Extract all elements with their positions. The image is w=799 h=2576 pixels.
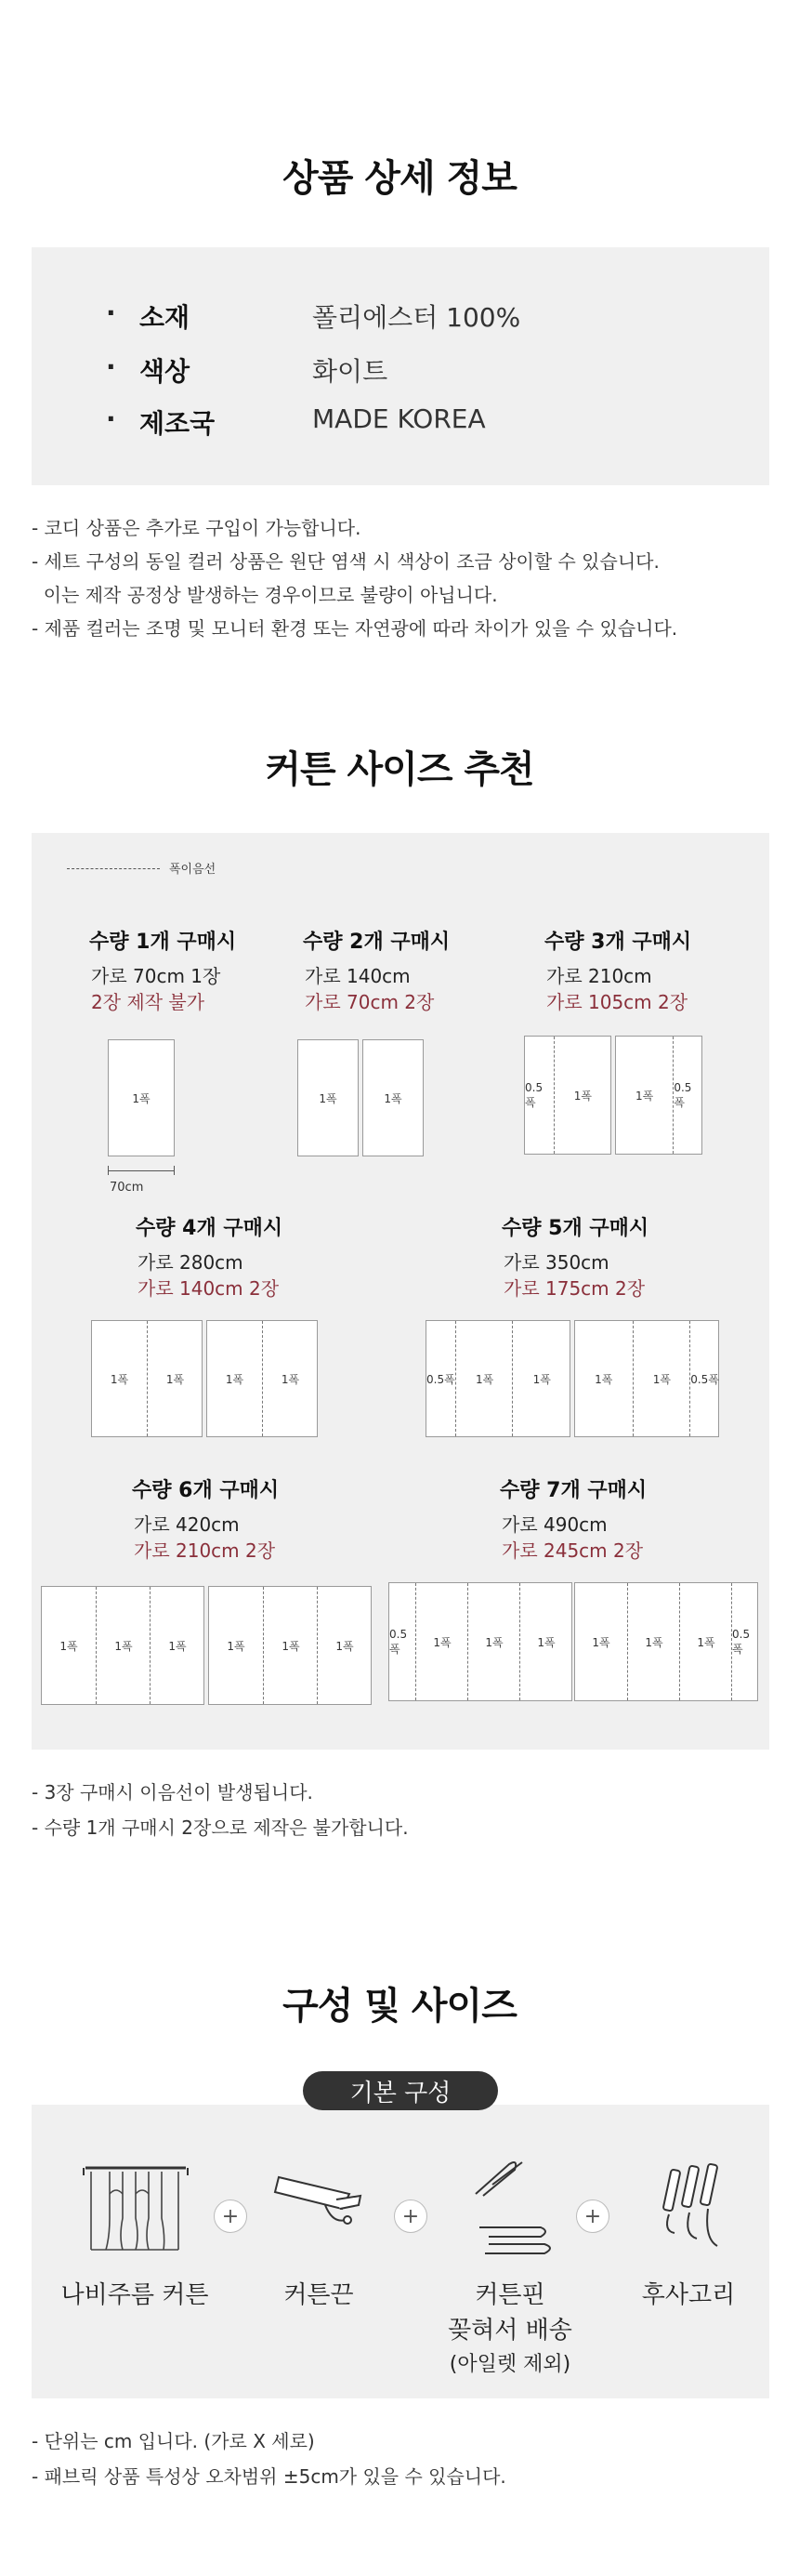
panel-width-label: 1폭 [633, 1321, 691, 1436]
curtain-panel [524, 1036, 611, 1155]
basic-composition-badge: 기본 구성 [303, 2071, 498, 2110]
curtain-panel [426, 1320, 570, 1437]
curtain-tie-icon [271, 2168, 366, 2239]
panel-width-label: 1폭 [110, 1372, 129, 1386]
panel-width-label: 1폭 [512, 1321, 570, 1436]
plus-icon: + [394, 2200, 427, 2233]
item-label-curtain: 나비주름 커튼 [60, 2281, 209, 2309]
panel-width-label: 1폭 [415, 1583, 468, 1700]
panel-width-label: 1폭 [262, 1321, 318, 1436]
panel-width-label: 1폭 [679, 1583, 732, 1700]
seam-legend-label: 폭이음선 [169, 863, 216, 877]
curtain-panel [574, 1320, 719, 1437]
detail-note: - 코디 상품은 추가로 구입이 가능합니다. [32, 517, 361, 539]
composition-box [32, 2105, 769, 2398]
buy-option-width: 가로 140cm [305, 965, 411, 987]
panel-width-label: 0.5폭 [731, 1583, 758, 1700]
buy-option-panel-note: 2장 제작 불가 [91, 991, 205, 1013]
panel-width-label: 1폭 [59, 1639, 78, 1653]
buy-option-panel-note: 가로 245cm 2장 [502, 1539, 644, 1562]
composition-note: - 패브릭 상품 특성상 오차범위 ±5cm가 있을 수 있습니다. [32, 2465, 506, 2488]
curtain-icon [82, 2162, 190, 2253]
detail-note: - 제품 컬러는 조명 및 모니터 환경 또는 자연광에 따라 차이가 있을 수 있습니다. [32, 617, 678, 640]
panel-width-label: 1폭 [147, 1321, 203, 1436]
spec-value: MADE KOREA [312, 403, 486, 434]
buy-option-width: 가로 70cm 1장 [91, 965, 221, 987]
curtain-panel [388, 1582, 572, 1701]
plus-icon: + [576, 2200, 609, 2233]
panel-width-label: 1폭 [519, 1583, 572, 1700]
spec-label: 제조국 [139, 408, 216, 439]
item-label-tie: 커튼끈 [283, 2281, 354, 2309]
buy-option-width: 가로 490cm [502, 1513, 608, 1536]
curtain-pin-icon [466, 2157, 559, 2259]
panel-width-label: 1폭 [263, 1587, 318, 1704]
panel-width-label: 1폭 [627, 1583, 680, 1700]
buy-option-title: 수량 2개 구매시 [303, 931, 451, 954]
curtain-panel [208, 1586, 372, 1705]
panel-width-label: 0.5폭 [389, 1627, 408, 1656]
panel-width-label: 1폭 [455, 1321, 514, 1436]
composition-title: 구성 및 사이즈 [282, 1985, 517, 2028]
spec-box: · 소재 폴리에스터 100% · 색상 화이트 · 제조국 MADE KOREA [32, 247, 769, 485]
dimension-label: 70cm [110, 1181, 144, 1195]
item-label-pin-sub: 꽂혀서 배송 [448, 2317, 572, 2345]
panel-width-label: 0.5폭 [673, 1037, 702, 1154]
panel-width-label: 0.5폭 [426, 1372, 455, 1386]
buy-option-title: 수량 1개 구매시 [89, 931, 237, 954]
size-note: - 수량 1개 구매시 2장으로 제작은 불가합니다. [32, 1816, 409, 1839]
buy-option-title: 수량 6개 구매시 [132, 1479, 280, 1502]
buy-option-title: 수량 3개 구매시 [544, 931, 692, 954]
curtain-panel [41, 1586, 204, 1705]
buy-option-panel-note: 가로 140cm 2장 [138, 1277, 280, 1300]
buy-option-title: 수량 7개 구매시 [500, 1479, 648, 1502]
size-recommend-title: 커튼 사이즈 추천 [265, 748, 534, 791]
size-note: - 3장 구매시 이음선이 발생됩니다. [32, 1781, 313, 1803]
panel-width-label: 1폭 [635, 1089, 654, 1103]
spec-label: 색상 [139, 356, 190, 387]
panel-width-label: 1폭 [384, 1091, 402, 1105]
buy-option-width: 가로 350cm [504, 1251, 609, 1274]
buy-option-panel-note: 가로 105cm 2장 [546, 991, 688, 1013]
buy-option-width: 가로 420cm [134, 1513, 240, 1536]
buy-option-title: 수량 5개 구매시 [502, 1217, 649, 1240]
item-label-pin-sub2: (아일렛 제외) [449, 2353, 571, 2376]
buy-option-panel-note: 가로 210cm 2장 [134, 1539, 276, 1562]
spec-label: 소재 [139, 302, 190, 333]
curtain-panel [91, 1320, 203, 1437]
spec-value: 화이트 [312, 356, 388, 387]
detail-note: 이는 제작 공정상 발생하는 경우이므로 불량이 아닙니다. [32, 584, 498, 606]
curtain-panel [574, 1582, 758, 1701]
item-label-pin: 커튼핀 [475, 2281, 545, 2309]
composition-note: - 단위는 cm 입니다. (가로 X 세로) [32, 2430, 315, 2452]
panel-width-label: 0.5폭 [525, 1080, 544, 1109]
product-detail-title: 상품 상세 정보 [282, 157, 517, 200]
panel-width-label: 1폭 [150, 1587, 204, 1704]
buy-option-title: 수량 4개 구매시 [136, 1217, 283, 1240]
spec-value: 폴리에스터 100% [312, 302, 521, 333]
curtain-panel [108, 1039, 175, 1156]
buy-option-panel-note: 가로 175cm 2장 [504, 1277, 646, 1300]
panel-width-label: 1폭 [227, 1639, 245, 1653]
curtain-panel [615, 1036, 702, 1155]
curtain-panel [297, 1039, 359, 1156]
panel-width-label: 0.5폭 [689, 1321, 719, 1436]
panel-width-label: 1폭 [595, 1372, 613, 1386]
panel-width-label: 1폭 [317, 1587, 372, 1704]
size-box [32, 833, 769, 1750]
buy-option-panel-note: 가로 70cm 2장 [305, 991, 435, 1013]
item-label-hook: 후사고리 [641, 2281, 736, 2309]
panel-width-label: 1폭 [554, 1037, 611, 1154]
seam-legend-line [67, 868, 160, 869]
panel-width-label: 1폭 [592, 1635, 610, 1649]
detail-note: - 세트 구성의 동일 컬러 상품은 원단 염색 시 색상이 조금 상이할 수 있습니다. [32, 550, 660, 573]
panel-width-label: 1폭 [132, 1091, 151, 1105]
panel-width-label: 1폭 [96, 1587, 151, 1704]
dimension-marker [108, 1166, 175, 1175]
buy-option-width: 가로 210cm [546, 965, 652, 987]
plus-icon: + [214, 2200, 247, 2233]
buy-option-width: 가로 280cm [138, 1251, 243, 1274]
curtain-panel [206, 1320, 318, 1437]
panel-width-label: 1폭 [319, 1091, 337, 1105]
curtain-panel [362, 1039, 424, 1156]
panel-width-label: 1폭 [467, 1583, 520, 1700]
seam-legend [67, 859, 253, 878]
tieback-hook-icon [656, 2160, 738, 2253]
panel-width-label: 1폭 [225, 1372, 244, 1386]
